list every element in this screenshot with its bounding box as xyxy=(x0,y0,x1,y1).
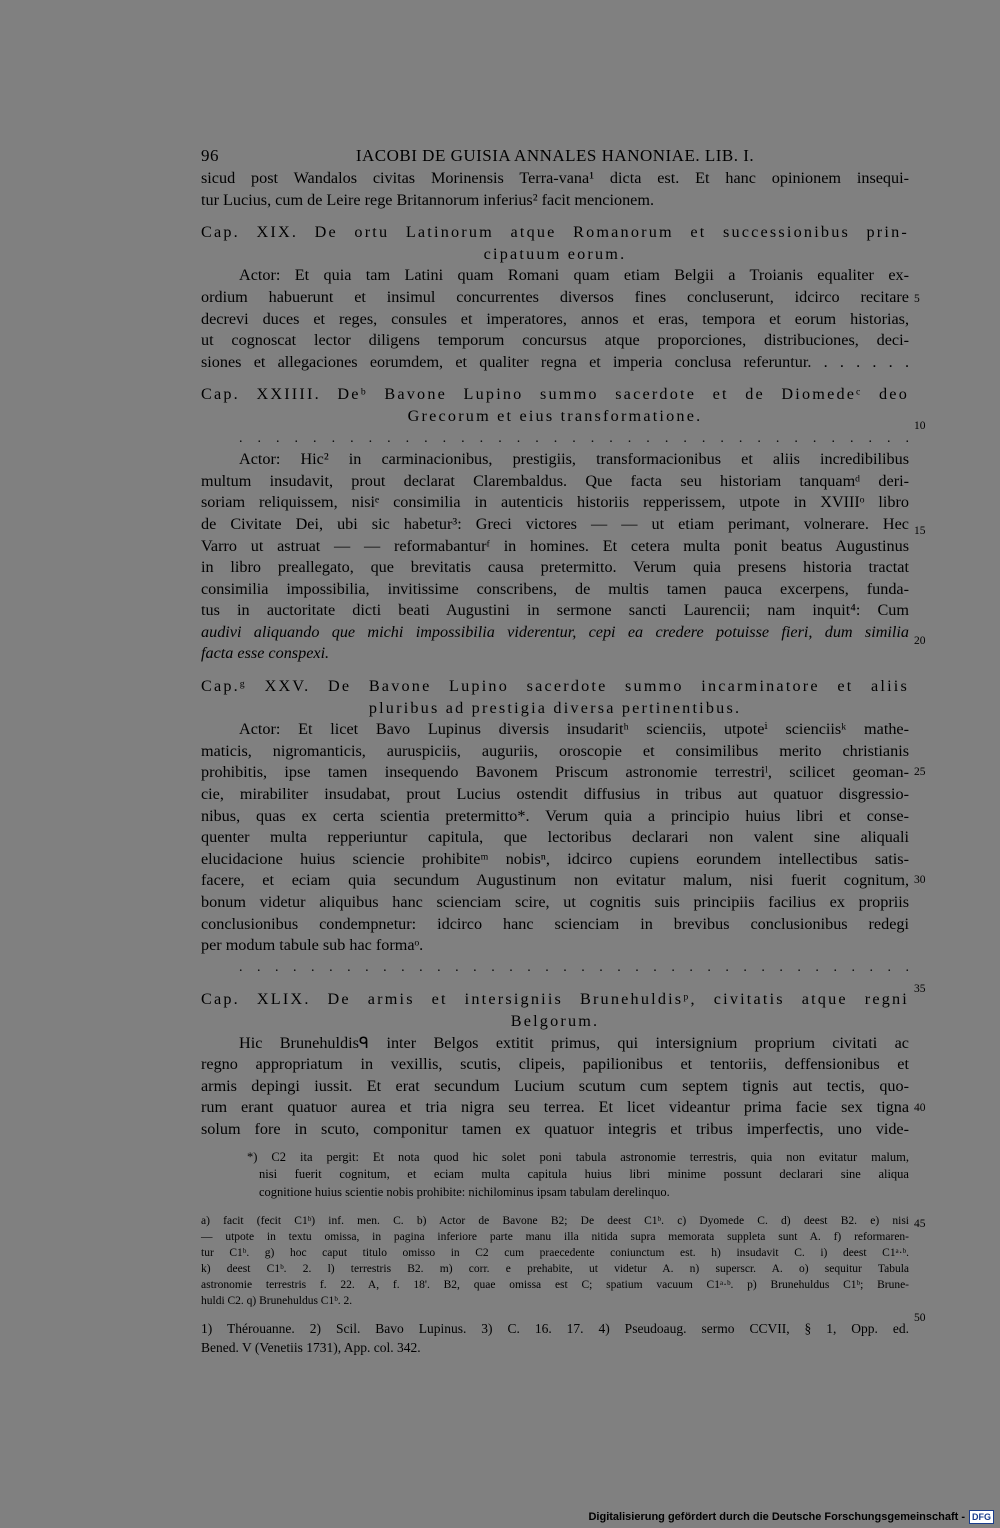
line-number: 35 xyxy=(914,983,926,995)
apparatus-line: a) facit (fecit C1ᵇ) inf. men. C. b) Actor de Bavone B2; De deest C1ᵇ. c) Dyomede C. d) deest B2. e) nisi xyxy=(201,1215,909,1228)
chapter-heading: Cap. XIX. De ortu Latinorum atque Romanorum et successionibus prin- xyxy=(201,223,909,242)
text-line: regno appropriatum in vexillis, scutis, clipeis, papilionibus et tentoriis, deffensionibus et xyxy=(201,1055,909,1074)
document-page xyxy=(201,140,909,1357)
dfg-logo-icon: DFG xyxy=(969,1510,994,1524)
text-line: Varro ut astruat — — reformabanturᶠ in homines. Et cetera multa ponit beatus Augustinus xyxy=(201,536,909,555)
apparatus-line: tur C1ᵇ. g) hoc caput titulo omisso in C2 cum praecedente coniunctum est. h) insudavit C. i) deest C1ᵃ·ᵇ. xyxy=(201,1247,909,1260)
text-line: per modum tabule sub hac formaᵒ. xyxy=(201,936,424,955)
apparatus-line: huldi C2. q) Brunehuldus C1ᵇ. 2. xyxy=(201,1295,353,1308)
text-line: de Civitate Dei, ubi sic habetur³: Greci victores — — ut etiam perimant, volnerare. Hec xyxy=(201,514,909,533)
line-number: 5 xyxy=(914,293,920,305)
line-number: 20 xyxy=(914,635,926,647)
text-line: rum erant quatuor aurea et tria nigra seu terrea. Et licet videantur prima facie sex tigna xyxy=(201,1098,909,1117)
text-line: decrevi duces et reges, consules et imperatores, annos et eras, tempora et eorum historias, xyxy=(201,309,909,328)
line-number: 15 xyxy=(914,525,926,537)
text-line: quenter multa repperiuntur capitula, que lectoribus declarari non valent sine aliquali xyxy=(201,828,909,847)
text-line: siones et allegaciones eorumdem, et qualiter regna et imperia conclusa referuntur. . . . . . . xyxy=(201,352,909,371)
text-line: ut cognoscat lector diligens temporum concursus atque proporciones, distribuciones, deci- xyxy=(201,331,909,350)
footnote-line: cognitione huius scientie nobis prohibite: nichilominus ipsam tabulam derelinquo. xyxy=(259,1184,670,1199)
apparatus-line: — utpote in textu omissa, in pagina inferiore parte manu illa nitida supra memorata suppleta sunt A. f) reformaren- xyxy=(201,1231,909,1244)
text-line: prohibitis, ipse tamen insequendo Bavonem Priscum astronomie terrestriˡ, scilicet geoman- xyxy=(201,763,909,782)
text-line: armis depingi iussit. Et erat secundum Lucium scutum cum septem tignis aut tectis, quo- xyxy=(201,1076,909,1095)
note-line: Bened. V (Venetiis 1731), App. col. 342. xyxy=(201,1340,421,1356)
chapter-heading: pluribus ad prestigia diversa pertinentibus. xyxy=(368,698,742,717)
text-line: nibus, quas ex certa scientia pretermitto*. Verum quia a principio huius libri et conse- xyxy=(201,806,909,825)
line-number: 30 xyxy=(914,874,926,886)
page-number: 96 xyxy=(201,146,219,165)
text-line: solum fore in scuto, componitur tamen ex quatuor integris et tribus imperfectis, uno vide- xyxy=(201,1119,909,1138)
line-number: 10 xyxy=(914,420,926,432)
text-line: Actor: Et quia tam Latini quam Romani quam etiam Belgii a Troianis equaliter ex- xyxy=(239,266,909,285)
note-line: 1) Thérouanne. 2) Scil. Bavo Lupinus. 3) C. 16. 17. 4) Pseudoaug. sermo CCVII, § 1, Opp. ed. xyxy=(201,1321,909,1337)
text-line: in libro preallegato, que brevitatis causa pretermitto. Verum quia presens historia tractat xyxy=(201,558,909,577)
text-line: facta esse conspexi. xyxy=(201,644,330,663)
text-line: bonum videtur aliquibus hanc scienciam scire, ut cognitis suis principiis facilius ex propriis xyxy=(201,893,909,911)
text-line: conclusionibus condempnetur: idcirco hanc scienciam in brevibus conclusionibus redegi xyxy=(201,914,909,933)
page-header xyxy=(201,140,909,168)
credit-text: Digitalisierung gefördert durch die Deutsche Forschungsgemeinschaft - xyxy=(588,1511,965,1523)
text-line: soriam reliquissem, nisiᵉ consimilia in autenticis historiis repperissem, utpote in XVIIIᵒ libro xyxy=(201,493,909,512)
text-line: cie, mirabiliter insudabat, prout Lucius ostendit diffusius in tribus aut quatuor disgressio- xyxy=(201,785,909,804)
line-number: 45 xyxy=(914,1218,926,1230)
ellipsis-dots: . . . . . . . . . . . . . . . . . . . . . . . . . . . . . . . . . . . . . xyxy=(239,430,909,446)
line-number: 40 xyxy=(914,1102,926,1114)
running-title: IACOBI DE GUISIA ANNALES HANONIAE. LIB. I. xyxy=(355,146,755,165)
text-line: consimilia impossibilia, invitissime conscribens, de multis tamen pauca excerpens, funda- xyxy=(201,579,909,598)
text-line: Actor: Hic² in carminacionibus, prestigiis, transformacionibus et aliis incredibilibus xyxy=(239,450,909,469)
text-line: audivi aliquando que michi impossibilia viderentur, cepi ea credere potuisse fieri, dum similia xyxy=(201,622,909,641)
text-line: multum insudavit, prout declarat Clarembaldus. Que facta seu historiam tanquamᵈ deri- xyxy=(201,471,909,490)
text-line: Actor: Et licet Bavo Lupinus diversis insudaritʰ scienciis, utpoteⁱ scienciisᵏ mathe- xyxy=(239,720,909,739)
text-line: maticis, nigromanticis, auruspiciis, auguriis, oroscopie et consimilibus merito christianis xyxy=(201,741,909,760)
chapter-heading: Belgorum. xyxy=(510,1011,600,1030)
text-line: Hic Brunehuldisᑫ inter Belgos extitit primus, qui intersignium proprium civitati ac xyxy=(239,1033,909,1052)
chapter-heading: Cap.ᵍ XXV. De Bavone Lupino sacerdote summo incarminatore et aliis xyxy=(201,677,909,696)
apparatus-line: astronomie terrestris f. 22. A, f. 18'. B2, quae omissa est C; spatium vacuum C1ᵃ·ᵇ. p) Brunehuldus C1ᵇ; Brune- xyxy=(201,1279,909,1292)
footnote-line: nisi fuerit cognitum, et eciam multa capitula huius libri minime possunt declarari sine aliqua xyxy=(259,1167,909,1182)
footnote-line: *) C2 ita pergit: Et nota quod hic solet poni tabula astronomie terrestris, quia non evitatur malum, xyxy=(247,1149,909,1164)
text-line: sicud post Wandalos civitas Morinensis Terra-vana¹ dicta est. Et hanc opinionem insequi- xyxy=(201,169,909,187)
text-line: elucidacione huius sciencie prohibiteᵐ nobisⁿ, idcirco cupiens eorundem intellectibus satis- xyxy=(201,849,909,868)
chapter-heading: Cap. XXIIII. Deᵇ Bavone Lupino summo sacerdote et de Diomedeᶜ deo xyxy=(201,385,909,404)
ellipsis-dots: . . . . . . . . . . . . . . . . . . . . . . . . . . . . . . . . . . . . . . xyxy=(239,959,909,975)
chapter-heading: cipatuum eorum. xyxy=(483,244,627,263)
chapter-heading: Grecorum et eius transformatione. xyxy=(407,406,703,425)
apparatus-line: k) deest C1ᵇ. 2. l) terrestris B2. m) corr. e prehabite, ut videtur A. n) superscr. A. o) sequitur Tabula xyxy=(201,1263,909,1276)
text-line: ordium habuerunt et insimul concurrentes diversos fines concluserunt, idcirco recitare xyxy=(201,287,909,306)
chapter-heading: Cap. XLIX. De armis et intersigniis Brunehuldisᵖ, civitatis atque regni xyxy=(201,990,909,1009)
text-line: facere, et eciam quia secundum Augustinum non evitatur malum, nisi fuerit cognitum, xyxy=(201,871,909,890)
line-number: 25 xyxy=(914,766,926,778)
text-line: tus in auctoritate dicti beati Augustini in sermone sancti Laurencii; nam inquit⁴: Cum xyxy=(201,601,909,620)
digitization-credit xyxy=(588,1506,1000,1528)
line-number: 50 xyxy=(914,1312,926,1324)
text-line: tur Lucius, cum de Leire rege Britannorum inferius² facit mencionem. xyxy=(201,190,654,209)
